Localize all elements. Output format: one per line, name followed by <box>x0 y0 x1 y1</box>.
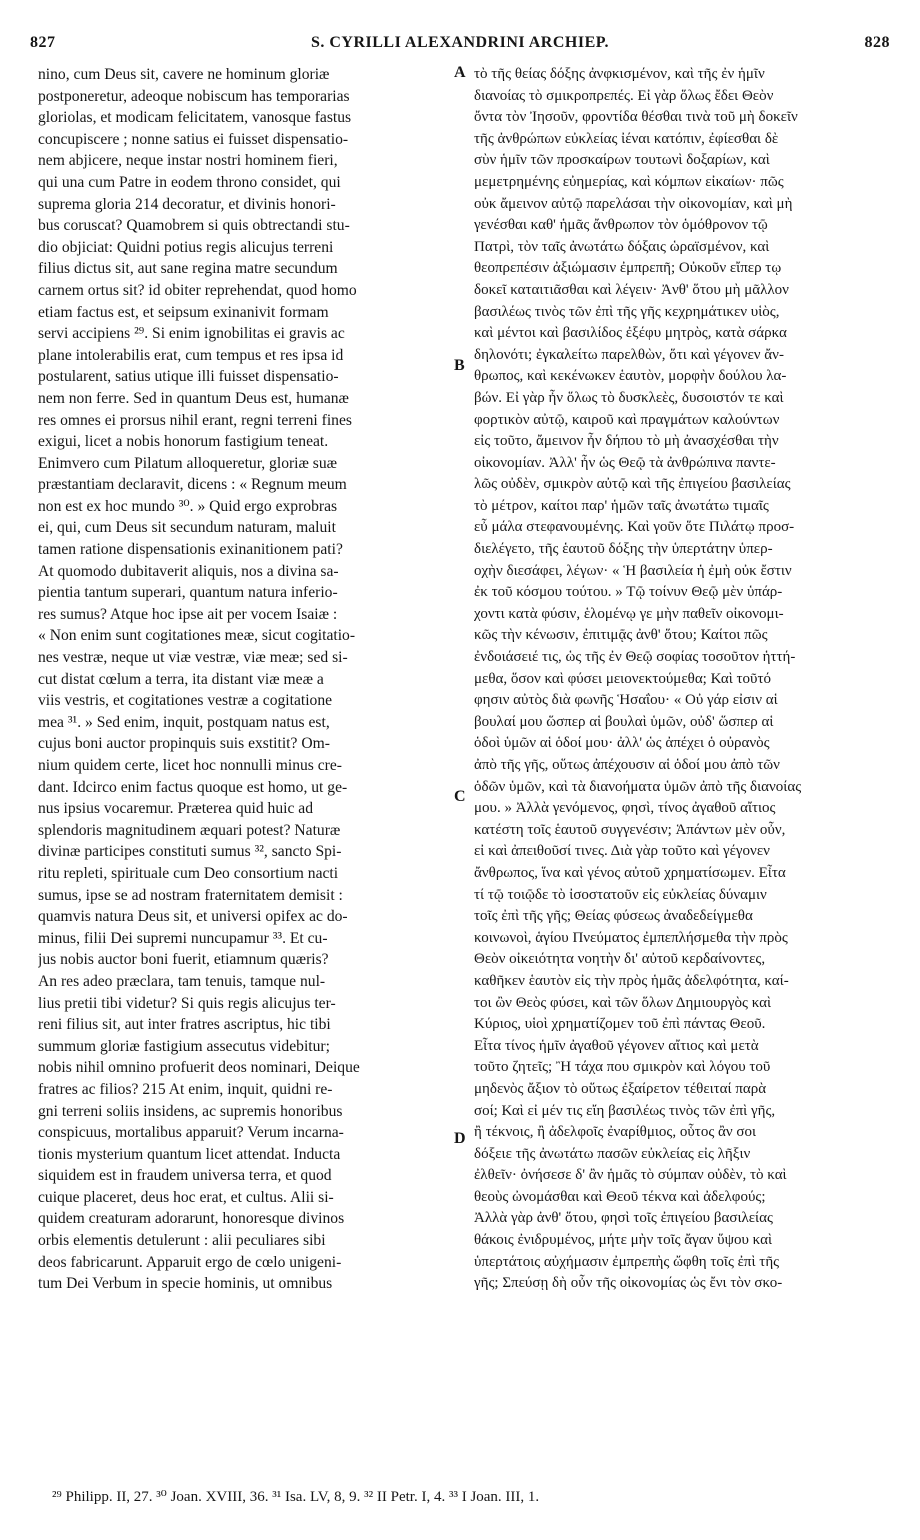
greek-text-line: τὸ τῆς θείας δόξης ἀνφκισμένον, καὶ τῆς ἐν ἡμῖν <box>474 66 765 82</box>
latin-text-line: concupiscere ; nonne satius ei fuisset dispensatio- <box>38 130 349 148</box>
latin-text-line: gni terreni soliis insidens, ac supremis honoribus <box>38 1102 343 1120</box>
latin-text-line: filius dictus sit, aut sane regina matre secundum <box>38 260 338 278</box>
latin-text-line: nem non ferre. Sed in quantum Deus est, humanæ <box>38 389 349 407</box>
greek-text-line: βασιλέως τινὸς τῶν ἐπὶ τῆς γῆς κεχρημάτικεν υἱὸς, <box>474 303 780 320</box>
latin-text-line: cujus boni auctor propinquis suis exstitit? Om- <box>38 735 330 753</box>
latin-text-line: tamen ratione dispensationis exinanitionem pati? <box>38 541 343 559</box>
running-header <box>30 34 890 58</box>
latin-text-line: siquidem est in fraudem universa terra, et quod <box>38 1167 332 1185</box>
greek-text-line: Ἀλλὰ γὰρ ἀνθ' ὅτου, φησὶ τοῖς ἐπιγείου βασιλείας <box>474 1210 773 1227</box>
greek-text-line: ἐνδοιάσειέ τις, ὡς τῆς ἐν Θεῷ σοφίας τοσοῦτον ἡττή- <box>474 649 796 666</box>
latin-text-line: cuique placeret, deus hoc erat, et cultus. Alii si- <box>38 1188 334 1206</box>
latin-text-line: lius pretii tibi videtur? Si quis regis alicujus ter- <box>38 994 336 1012</box>
latin-text-line: sumus, ipse se ad nostram fraternitatem demisit : <box>38 886 343 904</box>
latin-text-line: mea ³¹. » Sed enim, inquit, postquam natus est, <box>38 713 330 731</box>
latin-text-line: divinæ participes constituti sumus ³², sancto Spi- <box>38 843 342 861</box>
greek-text-line: τῆς ἀνθρώπων εὐκλείας ἰέναι κατόπιν, ἐφίεσθαι δὲ <box>474 130 779 147</box>
greek-text-line: εὖ μάλα στεφανουμένης. Καὶ γοῦν ὅτε Πιλάτῳ προσ- <box>474 519 795 536</box>
greek-text-line: φησιν αὐτὸς διὰ φωνῆς Ἡσαΐου· « Οὐ γάρ εἰσιν αἱ <box>474 692 778 709</box>
greek-text-line: τὸ μέτρον, καίτοι παρ' ἡμῶν ταῖς ἀνωτάτω τιμαῖς <box>474 497 769 514</box>
greek-text-line: ὑπερτάτοις αὐχήμασιν ἐμπρεπὴς ὤφθη τοῖς ἐπὶ τῆς <box>474 1253 780 1270</box>
latin-text-line: nem abjicere, neque instar nostri hominem fieri, <box>38 152 338 170</box>
greek-text-line: διανοίας τὸ σμικροπρεπές. Εἰ γὰρ ὅλως ἔδει Θεὸν <box>474 87 774 104</box>
latin-text-line: ritu repleti, spirituale cum Deo consortium nacti <box>38 864 339 882</box>
latin-text-line: cut distat cœlum a terra, ita distant viæ meæ a <box>38 670 324 688</box>
latin-text-line: res omnes ei prorsus nihil erant, regni terreni fines <box>38 411 352 429</box>
greek-text-line: ὁδοὶ ὑμῶν αἱ ὁδοί μου· ἀλλ' ὡς ἀπέχει ὁ οὐρανὸς <box>474 735 770 752</box>
latin-text-line: bus coruscat? Quamobrem si quis obtrectandi stu- <box>38 217 350 235</box>
latin-column <box>38 64 448 1295</box>
latin-text-line: Enimvero cum Pilatum alloqueretur, gloriæ suæ <box>38 454 338 472</box>
latin-text-line: gloriolas, et modicam felicitatem, vanosque fastus <box>38 109 352 127</box>
greek-text-line: μηδενὸς ἄξιον τὸ οὕτως ἐξαίρετον τέθειταί παρὰ <box>474 1080 767 1097</box>
greek-text-line: τοῦτο ζητεῖς; Ἢ τάχα που σμικρὸν καὶ λόγου τοῦ <box>474 1059 771 1076</box>
left-page-number: 827 <box>30 34 56 51</box>
latin-text-line: tionis mysterium quantum licet attendat. Inducta <box>38 1145 341 1163</box>
greek-text-line: κατέστη τοῖς ἑαυτοῦ συγγενέσιν; Ἁπάντων μὲν οὖν, <box>474 821 786 838</box>
right-page-number: 828 <box>864 34 890 51</box>
greek-text-line: ἢ τέκνοις, ἢ ἀδελφοῖς ἐναρίθμιος, οὗτος ἂν σοι <box>474 1124 757 1141</box>
greek-text-line: βουλαί μου ὥσπερ αἱ βουλαὶ ὑμῶν, οὐδ' ὥσπερ αἱ <box>474 713 774 730</box>
greek-text-line: ἀπὸ τῆς γῆς, οὕτως ἀπέχουσιν αἱ ὁδοί μου ἀπὸ τῶν <box>474 757 780 773</box>
latin-text-line: tum Dei Verbum in specie hominis, ut omnibus <box>38 1275 333 1293</box>
margin-marker-a: A <box>454 64 466 81</box>
footnotes: ²⁹ Philipp. II, 27. ³⁰ Joan. XVIII, 36. ³¹ Isa. LV, 8, 9. ³² II Petr. I, 4. ³³ I Joan. III, 1. <box>52 1489 540 1505</box>
greek-text-line: τοῖς ἐπὶ τῆς γῆς; Θείας φύσεως ἀναδεδείγμεθα <box>474 908 753 925</box>
greek-text-line: λῶς οὐδὲν, σμικρὸν αὐτῷ καὶ τῆς ἐπιγείου βασιλείας <box>474 476 791 493</box>
greek-text-line: φορτικὸν αὐτῷ, καιροῦ καὶ πραγμάτων καλούντων <box>474 411 780 428</box>
latin-text-line: præstantiam declaravit, dicens : « Regnum meum <box>38 476 347 494</box>
greek-text-line: ἐκ τοῦ κόσμου τούτου. » Τῷ τοίνυν Θεῷ μὲν ὑπάρ- <box>474 584 783 601</box>
greek-text-line: τοι ὢν Θεὸς φύσει, καὶ τῶν ὅλων Δημιουργὸς καὶ <box>474 994 772 1011</box>
latin-text-line: postponeretur, adeoque nobiscum has temporarias <box>38 87 350 105</box>
running-title: S. CYRILLI ALEXANDRINI ARCHIEP. <box>310 34 610 51</box>
greek-text-line: δηλονότι; ἐγκαλείτω παρελθὼν, ὅτι καὶ γέγονεν ἄν- <box>474 346 784 363</box>
greek-text-line: θρωπος, καὶ κεκένωκεν ἑαυτὸν, μορφὴν δούλου λα- <box>474 368 787 385</box>
latin-text-line: carnem ortus sit? id obiter reprehendat, quod homo <box>38 281 357 299</box>
greek-text-line: οὐκ ἄμεινον αὐτῷ παρελάσαι τὴν οἰκονομίαν, καὶ μὴ <box>474 195 793 212</box>
latin-text-line: quidem creaturam adorarunt, honoresque divinos <box>38 1210 345 1228</box>
greek-text-line: σὺν ἡμῖν τῶν προσκαίρων τουτωνὶ δοξαρίων, καὶ <box>474 152 770 169</box>
latin-text-line: nium quidem certe, licet hoc nonnulli minus cre- <box>38 757 342 774</box>
greek-text-line: ἄνθρωπος, ἵνα καὶ γένος αὐτοῦ χρηματίσωμεν. Εἶτα <box>474 864 786 881</box>
greek-text-line: τί τῷ τοιῷδε τὸ ἰσοστατοῦν εἰς εὐκλείας δύναμιν <box>474 886 767 903</box>
greek-text-line: θάκοις ἐνιδρυμένος, μήτε μὴν τοῖς ἄγαν ὕψου καὶ <box>474 1232 772 1249</box>
greek-text-line: δόξειε τῆς ἀνωτάτω πασῶν εὐκλείας εἰς λῆξιν <box>474 1145 751 1162</box>
latin-text-line: fratres ac filios? 215 At enim, inquit, quidni re- <box>38 1080 333 1098</box>
greek-text-line: μου. » Ἀλλὰ γενόμενος, φησὶ, τίνος ἀγαθοῦ αἴτιος <box>474 800 776 817</box>
margin-marker-b: B <box>454 357 465 374</box>
greek-text-line: οἰκονομίαν. Ἀλλ' ἦν ὡς Θεῷ τὰ ἀνθρώπινα παντε- <box>474 454 776 471</box>
latin-text-line: etiam factus est, et seipsum exinanivit formam <box>38 303 329 321</box>
latin-text-line: jus nobis auctor boni fuerit, etiamnum quæris? <box>38 951 329 969</box>
greek-text-line: θεοὺς ὠνομάσθαι καὶ Θεοῦ τέκνα καὶ ἀδελφούς; <box>474 1188 766 1205</box>
greek-text-line: διελέγετο, τῆς ἑαυτοῦ δόξης τὴν ὑπερτάτην ὑπερ- <box>474 541 773 558</box>
latin-text-line: nobis nihil omnino profuerit deos nominari, Deique <box>38 1059 360 1077</box>
latin-text-line: qui una cum Patre in eodem throno considet, qui <box>38 173 341 191</box>
greek-text-line: μεμετρημένης εὐημερίας, καὶ κόμπων εἰκαίων· πῶς <box>474 173 784 190</box>
latin-text-line: dant. Idcirco enim factus quoque est homo, ut ge- <box>38 778 348 796</box>
latin-text-line: ei, qui, cum Deus sit secundum naturam, maluit <box>38 519 336 537</box>
latin-text-line: viis vestris, et cogitationes vestræ a cogitatione <box>38 692 333 710</box>
latin-text-line: non est ex hoc mundo ³⁰. » Quid ergo exprobras <box>38 497 338 515</box>
latin-text-line: nino, cum Deus sit, cavere ne hominum gloriæ <box>38 66 330 83</box>
greek-column <box>474 64 892 1295</box>
greek-text-line: ὁδῶν ὑμῶν, καὶ τὰ διανοήματα ὑμῶν ἀπὸ τῆς διανοίας <box>474 778 802 795</box>
greek-text-line: εἰ καὶ ἀπειθοῦσί τινες. Διὰ γὰρ τοῦτο καὶ γέγονεν <box>474 843 770 860</box>
latin-text-line: pientia tantum superari, quantum natura inferio- <box>38 584 338 602</box>
latin-text-line: At quomodo dubitaverit aliquis, nos a divina sa- <box>38 562 339 580</box>
latin-text-line: dio objiciat: Quidni potius regis alicujus terreni <box>38 238 334 256</box>
latin-text-line: minus, filii Dei supremi nuncupamur ³³. Et cu- <box>38 929 328 947</box>
latin-text-line: nus ipsius vocaremur. Præterea quid huic ad <box>38 800 313 818</box>
latin-text-line: orbis elementis detulerunt : alii peculiares sibi <box>38 1232 326 1250</box>
latin-text-line: splendoris magnitudinem æquari potest? Naturæ <box>38 821 341 839</box>
latin-text-line: res sumus? Atque hoc ipse ait per vocem Isaiæ : <box>38 605 338 623</box>
greek-text-line: κῶς τὴν κένωσιν, ἐπιτιμᾷς ἀνθ' ὅτου; Καίτοι πῶς <box>474 627 768 644</box>
greek-text-line: Κύριος, υἱοὶ χρηματίζομεν τοῦ ἐπὶ πάντας Θεοῦ. <box>474 1016 766 1033</box>
greek-text-line: ἐλθεῖν· ὀνήσεσε δ' ἂν ἡμᾶς τὸ σύμπαν οὐδὲν, τὸ καὶ <box>474 1167 787 1184</box>
latin-text-line: summum gloriæ fastigium assecutus videbitur; <box>38 1037 330 1055</box>
margin-marker-d: D <box>454 1130 466 1147</box>
latin-text-line: conspicuus, mortalibus apparuit? Verum incarna- <box>38 1124 344 1142</box>
greek-text-line: ὄντα τὸν Ἰησοῦν, φροντίδα θέσθαι τινὰ τοῦ μὴ δοκεῖν <box>474 109 798 126</box>
latin-text-line: reni filius sit, aut inter fratres ascriptus, hic tibi <box>38 1016 331 1034</box>
greek-text-line: Εἶτα τίνος ἡμῖν ἀγαθοῦ γέγονεν αἴτιος καὶ μετὰ <box>474 1037 759 1054</box>
greek-text-line: κοινωνοὶ, ἁγίου Πνεύματος ἐμπεπλήσμεθα τὴν πρὸς <box>474 929 788 946</box>
latin-text-line: An res adeo præclara, tam tenuis, tamque nul- <box>38 972 326 990</box>
greek-text-line: καθῆκεν ἑαυτὸν εἰς τὴν πρὸς ἡμᾶς ἀδελφότητα, καί- <box>474 972 789 989</box>
greek-text-line: εἰς τοῦτο, ἄμεινον ἦν δήπου τὸ μὴ ἀνασχέσθαι τὴν <box>474 433 779 450</box>
greek-text-line: καὶ μέντοι καὶ βασιλίδος ἐξέφυ μητρὸς, κατὰ σάρκα <box>474 325 787 342</box>
greek-text-line: θεοπρεπέσιν ἀξιώμασιν ἐμπρεπῆ; Οὐκοῦν εἴπερ τῳ <box>474 260 782 277</box>
greek-text-line: μεθα, ὅσον καὶ φύσει μειονεκτούμεθα; Καὶ τοῦτό <box>474 670 772 687</box>
latin-text-line: « Non enim sunt cogitationes meæ, sicut cogitatio- <box>38 627 356 645</box>
latin-text-line: deos fabricarunt. Apparuit ergo de cœlo unigeni- <box>38 1253 342 1271</box>
latin-text-line: nes vestræ, neque ut viæ vestræ, viæ meæ; sed si- <box>38 649 348 667</box>
greek-text-line: Θεὸν οἰκειότητα νοητὴν δι' αὐτοῦ κερδαίνοντες, <box>474 951 766 968</box>
latin-text-line: exigui, licet a nobis honorum fastigium teneat. <box>38 433 329 451</box>
greek-text-line: χοντι κατὰ φύσιν, ἑλομένῳ γε μὴν παθεῖν οἰκονομι- <box>474 605 784 622</box>
greek-text-line: γενέσθαι καθ' ἡμᾶς ἄνθρωπον τὸν ὁμόθρονον τῷ <box>474 217 768 234</box>
greek-text-line: δοκεῖ καταιτιᾶσθαι καὶ λέγειν· Ἀνθ' ὅτου μὴ μᾶλλον <box>474 281 789 298</box>
margin-marker-c: C <box>454 788 466 805</box>
latin-text-line: postularent, satius utique illi fuisset dispensatio- <box>38 368 339 386</box>
greek-text-line: βών. Εἰ γὰρ ἦν ὅλως τὸ δυσκλεὲς, δυσοιστόν τε καὶ <box>474 389 784 406</box>
greek-text-line: γῆς; Σπεύσῃ δὴ οὖν τῆς οἰκονομίας ὡς ἔνι τὸν σκο- <box>474 1275 783 1292</box>
greek-text-line: Πατρὶ, τὸν ταῖς ἀνωτάτω δόξαις ὡραϊσμένον, καὶ <box>474 238 770 255</box>
greek-text-line: σοί; Καὶ εἰ μέν τις εἴη βασιλέως τινὸς τῶν ἐπὶ γῆς, <box>474 1102 776 1119</box>
latin-text-line: servi accipiens ²⁹. Si enim ignobilitas ei gravis ac <box>38 325 345 343</box>
latin-text-line: plane intolerabilis erat, cum tempus et res ipsa id <box>38 346 344 364</box>
greek-text-line: οχὴν διεσάφει, λέγων· « Ἡ βασιλεία ἡ ἐμὴ οὐκ ἔστιν <box>474 562 792 579</box>
latin-text-line: suprema gloria 214 decoratur, et divinis honori- <box>38 195 336 213</box>
latin-text-line: quamvis natura Deus sit, et universi opifex ac do- <box>38 908 348 926</box>
